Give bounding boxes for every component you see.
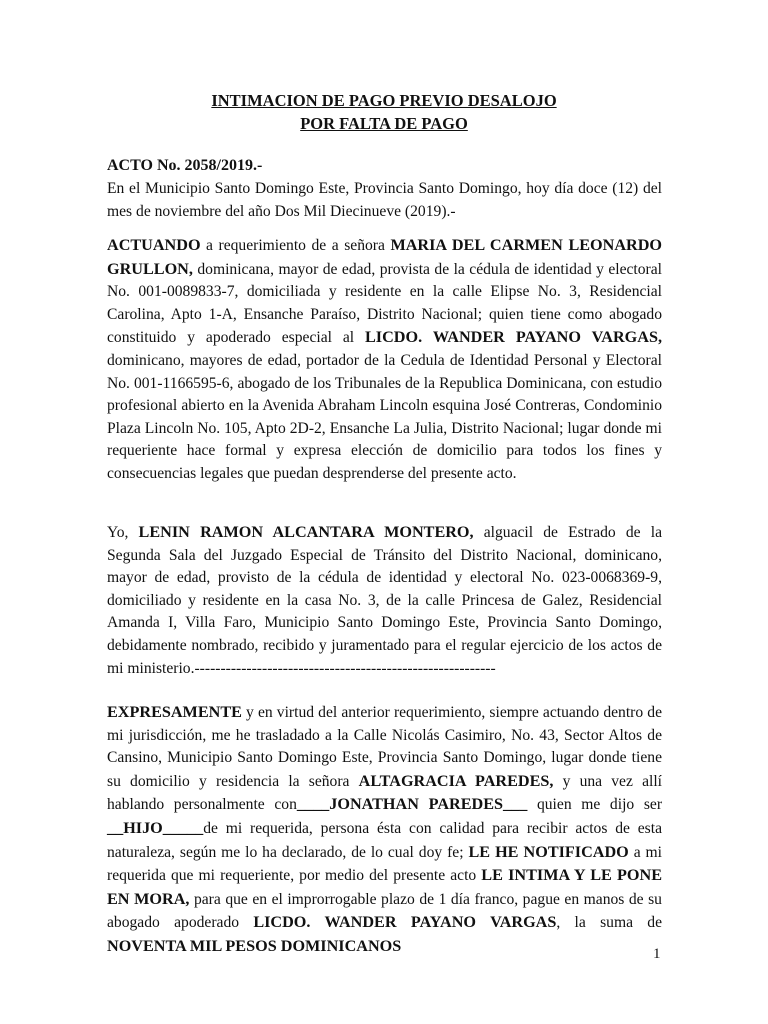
text-segment: a requerimiento de a señora bbox=[200, 237, 391, 254]
keyword-notificado: LE HE NOTIFICADO bbox=[468, 842, 629, 861]
name-abogado: LICDO. WANDER PAYANO VARGAS, bbox=[365, 328, 662, 347]
paragraph-expresamente bbox=[107, 701, 662, 959]
text-segment: , la suma de bbox=[556, 914, 662, 932]
amount-text: NOVENTA MIL PESOS DOMINICANOS bbox=[107, 936, 402, 955]
document-title-line-2: POR FALTA DE PAGO bbox=[300, 114, 468, 133]
text-segment: y en virtud del anterior requerimiento, siempre actuando dentro de mi jurisdicción, me he trasladado a la Calle Nicolás Casimiro, No. 43, Sector Altos de Cansino, Municipio Santo Domingo Este, Provincia Santo Domingo, lugar donde tiene su domicilio y residencia la señora bbox=[107, 704, 662, 790]
name-abogado: LICDO. WANDER PAYANO VARGAS bbox=[253, 913, 557, 932]
keyword-expresamente: EXPRESAMENTE bbox=[107, 703, 242, 721]
act-number: ACTO No. 2058/2019.- bbox=[107, 157, 263, 174]
text-segment: a mi requerida que mi requeriente, por medio del presente acto bbox=[107, 843, 662, 885]
keyword-intima: LE INTIMA Y LE PONE EN MORA, bbox=[107, 866, 662, 908]
paragraph-actuando bbox=[107, 234, 662, 486]
paragraph-date: En el Municipio Santo Domingo Este, Provincia Santo Domingo, hoy día doce (12) del mes de noviembre del año Dos Mil Diecinueve (2019).- bbox=[107, 180, 662, 220]
name-requerida: ALTAGRACIA PAREDES, bbox=[358, 771, 554, 790]
filled-relation-field: __HIJO_____ bbox=[107, 818, 204, 837]
name-alguacil: LENIN RAMON ALCANTARA MONTERO, bbox=[138, 523, 474, 541]
text-segment: de mi requerida, persona ésta con calidad para recibir actos de esta naturaleza, según me lo ha declarado, de lo cual doy fe; bbox=[107, 819, 662, 861]
text-segment: dominicano, mayores de edad, portador de la Cedula de Identidad Personal y Electoral No. 001-1166595-6, abogado de los Tribunales de la Republica Dominicana, con estudio profesional abierto en la Avenida Abraham Lincoln esquina José Contreras, Condominio Plaza Lincoln No. 105, Apto 2D-2, Ensanche La Julia, Distrito Nacional; lugar donde mi requeriente hace formal y expresa elección de domicilio para todos los fines y consecuencias legales que puedan desprenderse del presente acto. bbox=[107, 351, 662, 482]
keyword-actuando: ACTUANDO bbox=[107, 236, 201, 254]
text-segment: y una vez allí hablando personalmente con bbox=[107, 772, 662, 814]
text-segment: alguacil de Estrado de la Segunda Sala del Juzgado Especial de Tránsito del Distrito Nacional, dominicano, mayor de edad, provisto de la cédula de identidad y electoral No. 023-0068369-9, domiciliado y residente en la casa No. 3, de la calle Princesa de Galez, Residencial Amanda I, Villa Faro, Municipio Santo Domingo Este, Provincia Santo Domingo, debidamente nombrado, recibido y juramentado para el regular ejercicio de los actos de mi ministerio.---------------------------------------------------------- bbox=[107, 524, 662, 677]
text-segment: para que en el improrrogable plazo de 1 día franco, pague en manos de su abogado apoderado bbox=[107, 890, 662, 932]
filled-name-field: ____JONATHAN PAREDES___ bbox=[296, 795, 528, 814]
text-segment: dominicana, mayor de edad, provista de la cédula de identidad y electoral No. 001-0089833-7, domiciliada y residente en la calle Elipse No. 3, Residencial Carolina, Apto 1-A, Ensanche Paraíso, Distrito Nacional; quien tiene como abogado constituido y apoderado especial al bbox=[107, 260, 662, 347]
paragraph-alguacil bbox=[107, 521, 662, 680]
document-title-line-1: INTIMACION DE PAGO PREVIO DESALOJO bbox=[211, 91, 557, 110]
text-segment: Yo, bbox=[107, 524, 139, 541]
page-number: 1 bbox=[653, 946, 661, 962]
text-segment: quien me dijo ser bbox=[527, 796, 663, 814]
name-requeriente: MARIA DEL CARMEN LEONARDO GRULLON, bbox=[107, 236, 662, 278]
